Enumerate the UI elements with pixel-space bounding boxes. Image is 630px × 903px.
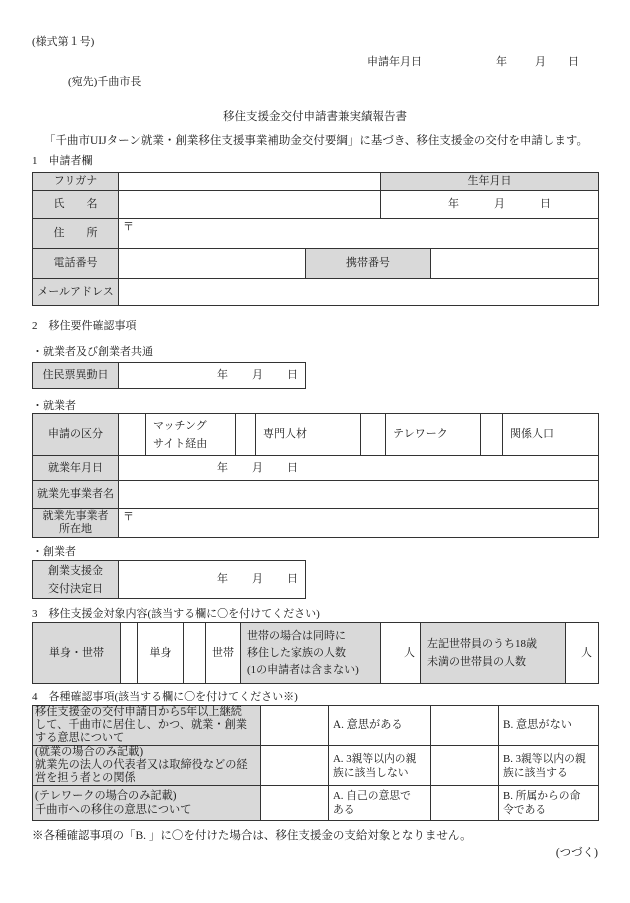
common-subheading: ・就業者及び創業者共通 (32, 346, 153, 358)
option-line: A. 自己の意思で (333, 790, 411, 802)
birthdate-label: 生年月日 (381, 173, 599, 191)
furigana-field[interactable] (119, 173, 381, 191)
year-unit: 年 (217, 369, 228, 381)
address-label: 住 所 (33, 219, 119, 249)
option-line: B. 3親等以内の親 (503, 752, 586, 765)
option-line: 専門人材 (263, 428, 307, 440)
option-line: B. 意思がない (503, 719, 572, 731)
question-line: (テレワークの場合のみ記載) (35, 790, 177, 802)
employer-address-field[interactable] (119, 509, 599, 538)
residence-intent-b-checkbox[interactable] (431, 706, 499, 746)
residence-intent-row (33, 706, 599, 746)
mobile-label: 携帯番号 (306, 249, 431, 279)
household-checkbox[interactable] (184, 623, 206, 684)
section-1-heading: 1 申請者欄 (32, 155, 93, 167)
relationship-option-a (329, 746, 431, 786)
form-number: (様式第１号) (32, 36, 95, 48)
move-date-field[interactable] (119, 363, 306, 389)
section-3-heading: 3 移住支援金対象内容(該当する欄に〇を付けてください) (32, 608, 320, 620)
option-line: 族に該当する (503, 766, 568, 779)
minor-members-field[interactable] (566, 623, 599, 684)
intro-statement: 「千曲市UIJターン就業・創業移住支援事業補助金交付要綱」に基づき、移住支援金の交付を申請します。 (44, 135, 588, 147)
name-row (33, 191, 599, 219)
category-option-telework (386, 414, 481, 456)
application-date-day-unit: 日 (568, 56, 579, 68)
telework-intent-b-checkbox[interactable] (431, 786, 499, 821)
label-line: 所在地 (59, 523, 92, 535)
move-date-row (33, 363, 306, 389)
residence-intent-a-checkbox[interactable] (261, 706, 329, 746)
telework-intent-option-a (329, 786, 431, 821)
question-line: して、千曲市に居住し、かつ、就業・創業 (35, 719, 247, 731)
single-checkbox[interactable] (121, 623, 138, 684)
section-2-heading: 2 移住要件確認事項 (32, 320, 137, 332)
employee-block (32, 413, 599, 538)
employer-address-row (33, 509, 599, 538)
decision-date-field[interactable] (119, 561, 306, 599)
telework-intent-option-b (499, 786, 599, 821)
continued-marker: (つづく) (555, 847, 598, 859)
employment-date-label: 就業年月日 (33, 456, 119, 481)
email-label: メールアドレス (33, 279, 119, 306)
label-line: 創業支援金 (48, 564, 103, 577)
option-line: マッチング (153, 419, 207, 432)
founder-table (32, 560, 306, 599)
target-block (32, 622, 599, 684)
email-field[interactable] (119, 279, 599, 306)
phone-field[interactable] (119, 249, 306, 279)
relationship-option-b (499, 746, 599, 786)
category-row (33, 414, 599, 456)
founder-subheading: ・創業者 (32, 546, 76, 558)
common-table (32, 362, 306, 389)
section-4-heading: 4 各種確認事項(該当する欄に〇を付けてください※) (32, 691, 298, 703)
addressee: (宛先)千曲市長 (68, 76, 142, 88)
relationship-b-checkbox[interactable] (431, 746, 499, 786)
phone-row (33, 249, 599, 279)
category-checkbox-telework[interactable] (361, 414, 386, 456)
household-option: 世帯 (206, 623, 241, 684)
year-unit: 年 (217, 461, 228, 474)
confirmations-table (32, 705, 599, 821)
day-unit: 日 (287, 369, 298, 381)
birthdate-units (448, 198, 551, 210)
month-unit: 月 (252, 369, 263, 381)
telework-intent-row (33, 786, 599, 821)
label-line: 左記世帯員のうち18歳 (427, 638, 537, 650)
address-row (33, 219, 599, 249)
application-date-month-unit: 月 (535, 56, 546, 68)
day-unit: 日 (540, 198, 551, 210)
single-option: 単身 (138, 623, 184, 684)
employer-name-row (33, 481, 599, 509)
decision-date-row (33, 561, 306, 599)
employment-date-field[interactable] (119, 456, 599, 481)
name-label: 氏 名 (33, 191, 119, 219)
option-line: B. 所属からの命 (503, 790, 581, 802)
mobile-field[interactable] (431, 249, 599, 279)
option-line: テレワーク (393, 428, 448, 440)
category-label: 申請の区分 (33, 414, 119, 456)
common-block (32, 362, 306, 389)
question-line: (就業の場合のみ記載) (35, 746, 144, 758)
category-checkbox-related-population[interactable] (481, 414, 503, 456)
employment-date-units (217, 462, 298, 474)
option-line: 関係人口 (510, 428, 554, 440)
target-row (33, 623, 599, 684)
postal-mark: 〒 (123, 221, 134, 233)
question-line: 営を担う者との関係 (35, 772, 136, 784)
label-line: (1の申請者は含まない) (247, 663, 359, 676)
postal-mark: 〒 (123, 511, 134, 523)
telework-intent-question (33, 786, 261, 821)
minor-members-label (421, 623, 566, 684)
question-line: 移住支援金の交付申請日から5年以上継続 (35, 706, 242, 718)
relationship-a-checkbox[interactable] (261, 746, 329, 786)
application-date-label: 申請年月日 (367, 56, 422, 68)
phone-label: 電話番号 (33, 249, 119, 279)
day-unit: 日 (287, 461, 298, 474)
label-line: 移住した家族の人数 (247, 646, 346, 659)
person-unit: 人 (581, 646, 592, 659)
label-line: 交付決定日 (48, 582, 103, 595)
year-unit: 年 (217, 573, 228, 585)
decision-date-label (33, 561, 119, 599)
option-line: 族に該当しない (333, 766, 409, 779)
employer-name-field[interactable] (119, 481, 599, 509)
furigana-label: フリガナ (33, 173, 119, 191)
option-line: A. 3親等以内の親 (333, 752, 417, 765)
relationship-row (33, 746, 599, 786)
name-field[interactable] (119, 191, 381, 219)
option-line: ある (333, 804, 355, 816)
residence-intent-question (33, 706, 261, 746)
founder-block (32, 560, 306, 599)
residence-intent-option-b (499, 706, 599, 746)
option-line: A. 意思がある (333, 719, 403, 731)
move-date-label: 住民票異動日 (33, 363, 119, 389)
footnote: ※各種確認事項の「B. 」に〇を付けた場合は、移住支援金の支給対象となりません。 (32, 830, 472, 842)
document-title: 移住支援金交付申請書兼実績報告書 (223, 111, 407, 123)
label-line: 未満の世帯員の人数 (427, 656, 526, 668)
person-unit: 人 (404, 646, 415, 659)
employer-name-label: 就業先事業者名 (33, 481, 119, 509)
telework-intent-a-checkbox[interactable] (261, 786, 329, 821)
applicant-table (32, 172, 599, 306)
option-line: 令である (503, 804, 547, 816)
question-line: する意思について (35, 732, 125, 744)
birthdate-field[interactable] (381, 191, 599, 219)
residence-intent-option-a (329, 706, 431, 746)
category-checkbox-matching[interactable] (119, 414, 146, 456)
target-table (32, 622, 599, 684)
household-members-label (241, 623, 381, 684)
employment-date-row (33, 456, 599, 481)
email-row (33, 279, 599, 306)
household-members-field[interactable] (381, 623, 421, 684)
address-field[interactable] (119, 219, 599, 249)
category-option-matching (146, 414, 236, 456)
question-line: 就業先の法人の代表者又は取締役などの経 (35, 759, 248, 771)
month-unit: 月 (252, 573, 263, 585)
day-unit: 日 (287, 573, 298, 585)
move-date-units (217, 369, 298, 381)
category-option-related-population (503, 414, 599, 456)
confirmations-block (32, 705, 598, 860)
category-option-specialist (256, 414, 361, 456)
employee-table (32, 413, 599, 538)
applicant-block (32, 172, 599, 306)
employee-subheading: ・就業者 (32, 400, 76, 412)
label-line: 世帯の場合は同時に (247, 629, 346, 642)
category-checkbox-specialist[interactable] (236, 414, 256, 456)
label-line: 就業先事業者 (42, 510, 109, 522)
employer-address-label (33, 509, 119, 538)
furigana-row (33, 173, 599, 191)
question-line: 千曲市への移住の意思について (35, 804, 192, 816)
application-date-year-unit: 年 (496, 56, 507, 68)
year-unit: 年 (448, 198, 459, 210)
option-line: サイト経由 (153, 437, 208, 450)
month-unit: 月 (494, 198, 505, 210)
relationship-question (33, 746, 261, 786)
household-type-label: 単身・世帯 (33, 623, 121, 684)
decision-date-units (217, 573, 298, 585)
month-unit: 月 (252, 461, 263, 474)
